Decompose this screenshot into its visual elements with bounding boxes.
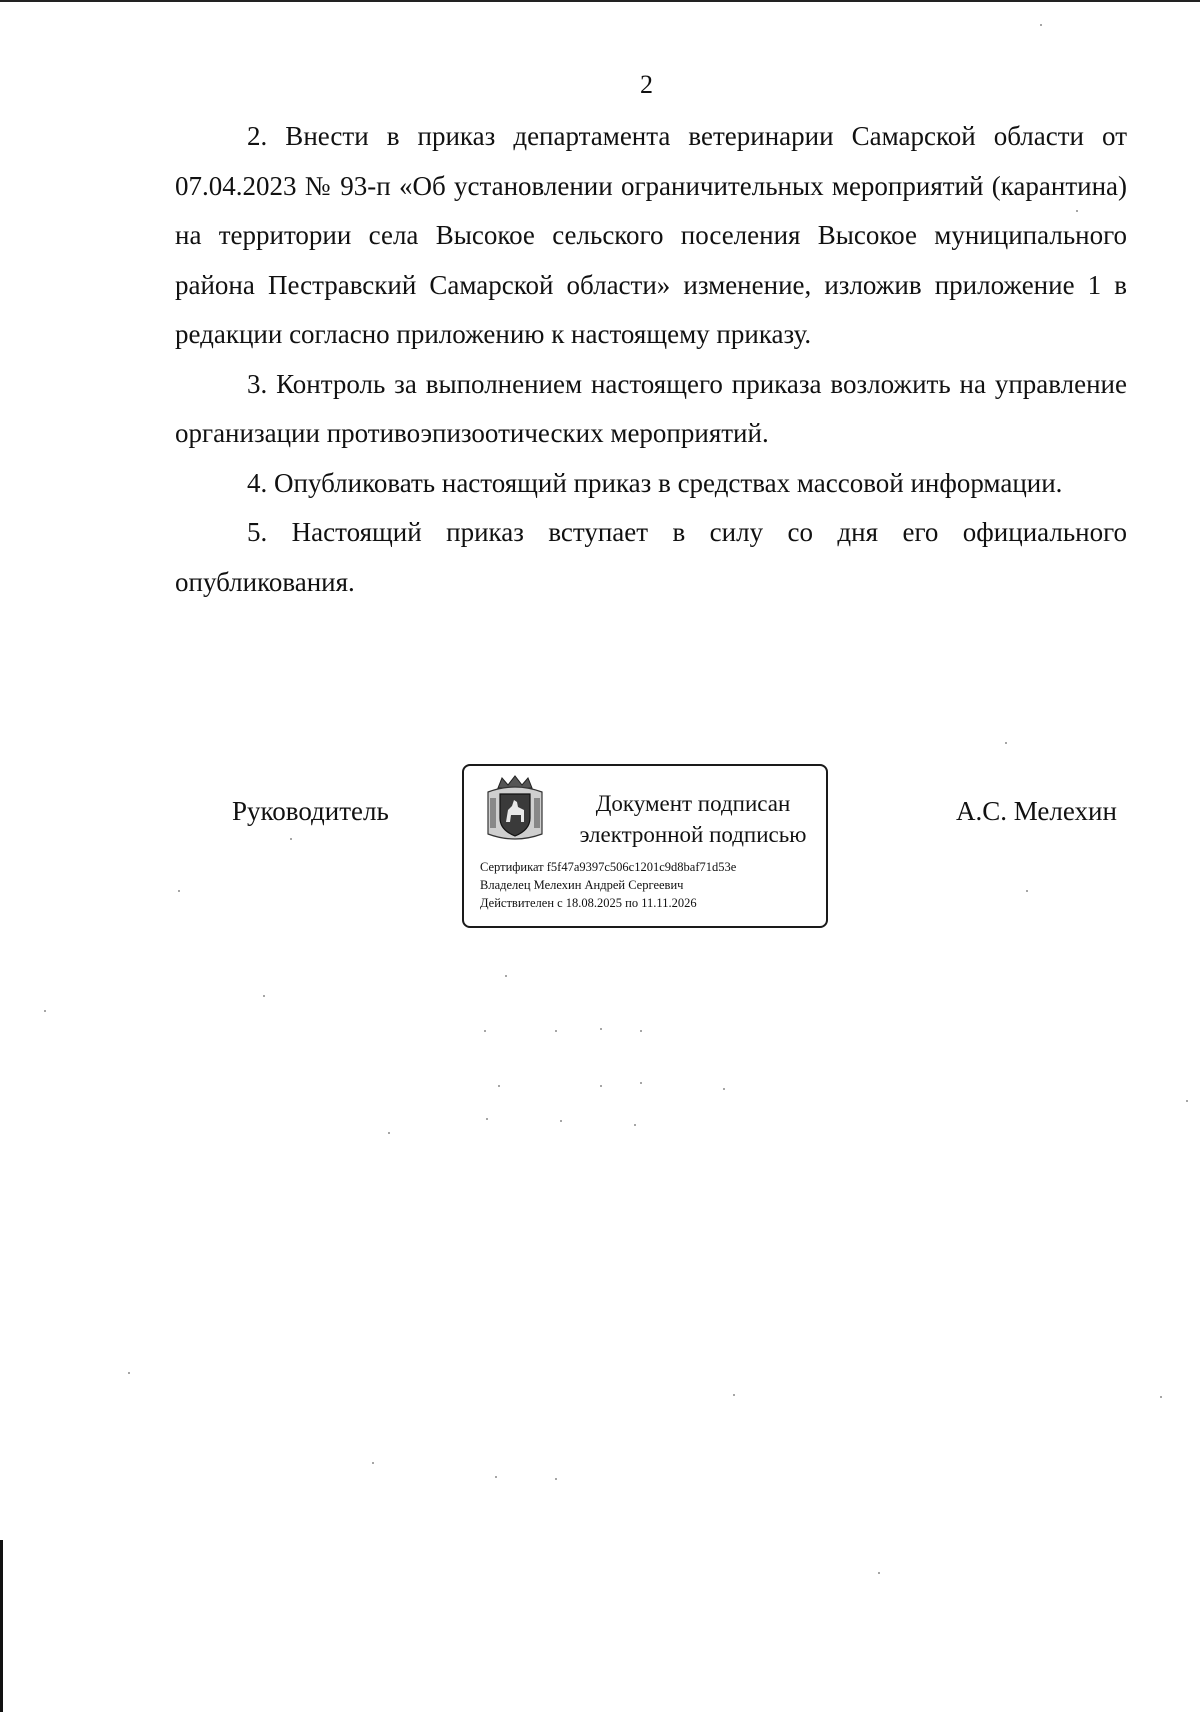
paragraph-5: 5. Настоящий приказ вступает в силу со дня его официального опубликования. [175, 517, 1127, 597]
document-body [175, 112, 1127, 607]
signatory-name: А.С. Мелехин [956, 796, 1117, 826]
stamp-headline-line1: Документ подписан [595, 791, 791, 816]
stamp-headline [568, 788, 818, 850]
e-signature-stamp [462, 764, 828, 928]
certificate-validity: Действителен с 18.08.2025 по 11.11.2026 [480, 896, 697, 910]
stamp-headline-line2: электронной подписью [579, 822, 807, 847]
paragraph-2: 2. Внести в приказ департамента ветеринарии Самарской области от 07.04.2023 № 93-п «Об установлении ограничительных мероприятий (карантина) на территории села Высокое сельского поселения Высокое муниципального района Пестравский Самарской области» изменение, изложив приложение 1 в редакции согласно приложению к настоящему приказу. [175, 121, 1127, 349]
scan-top-edge [0, 0, 1200, 2]
scan-left-edge [0, 1540, 3, 1712]
page-number: 2 [640, 70, 653, 99]
certificate-number: Сертификат f5f47a9397c506c1201c9d8baf71d53e [480, 860, 737, 874]
samara-region-coat-of-arms-icon [484, 774, 546, 842]
paragraph-4: 4. Опубликовать настоящий приказ в средствах массовой информации. [247, 467, 1063, 498]
paragraph-3: 3. Контроль за выполнением настоящего приказа возложить на управление организации противоэпизоотических мероприятий. [175, 368, 1127, 448]
stamp-details [480, 858, 820, 912]
signatory-position: Руководитель [232, 796, 389, 826]
certificate-owner: Владелец Мелехин Андрей Сергеевич [480, 878, 684, 892]
